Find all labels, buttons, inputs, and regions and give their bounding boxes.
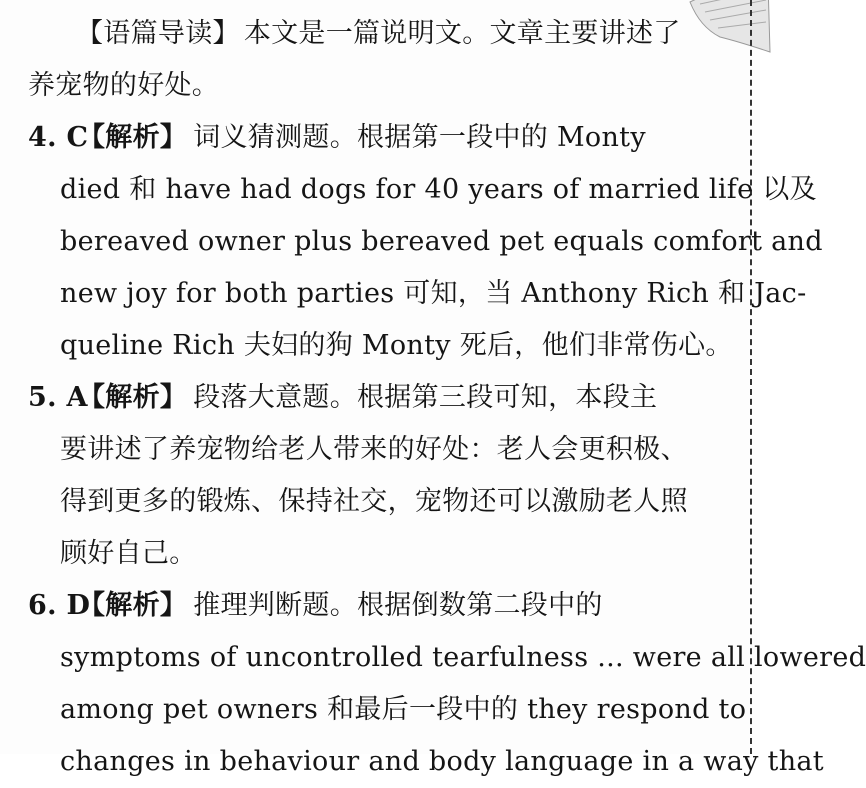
item-6-text-4: changes in behaviour and body language in a way that [60, 746, 824, 777]
item-4-line-2 [28, 164, 817, 216]
intro-text-2: 养宠物的好处。 [28, 70, 220, 101]
item-6-text-3: among pet owners 和最后一段中的 they respond to [60, 694, 747, 725]
item-5-text-1: 段落大意题。根据第三段可知，本段主 [193, 382, 658, 413]
intro-text-1: 本文是一篇说明文。文章主要讲述了 [243, 18, 681, 49]
item-6-line-4 [28, 736, 824, 788]
item-4-text-1: 词义猜测题。根据第一段中的 Monty [193, 122, 646, 153]
item-6-text-1: 推理判断题。根据倒数第二段中的 [193, 590, 603, 621]
intro-tag: 【语篇导读】 [76, 18, 240, 49]
item-4-tag: 【解析】 [78, 122, 188, 153]
item-5-line-2 [28, 424, 728, 476]
intro-line-2 [28, 60, 728, 112]
item-6-line-1 [28, 580, 728, 632]
item-4-text-2: died 和 have had dogs for 40 years of married life 以及 [60, 174, 817, 205]
item-4-line-3 [28, 216, 823, 268]
item-6-tag: 【解析】 [78, 590, 188, 621]
item-4-number: 4. C [28, 122, 89, 153]
item-4-line-5 [28, 320, 733, 372]
item-4-text-5: queline Rich 夫妇的狗 Monty 死后，他们非常伤心。 [60, 330, 733, 361]
item-5-tag: 【解析】 [78, 382, 188, 413]
item-5-line-3 [28, 476, 728, 528]
item-6-line-2 [28, 632, 866, 684]
item-5-number: 5. A [28, 382, 88, 413]
item-4-line-4 [28, 268, 807, 320]
item-4-text-3: bereaved owner plus bereaved pet equals comfort and [60, 226, 823, 257]
item-5-text-2: 要讲述了养宠物给老人带来的好处：老人会更积极、 [60, 434, 688, 465]
item-6-text-2: symptoms of uncontrolled tearfulness ... were all lowered [60, 642, 866, 673]
item-5-text-4: 顾好自己。 [60, 538, 197, 569]
item-5-text-3: 得到更多的锻炼、保持社交，宠物还可以激励老人照 [60, 486, 688, 517]
item-4-text-4: new joy for both parties 可知，当 Anthony Rich 和 Jac- [60, 278, 807, 309]
item-5-line-1 [28, 372, 728, 424]
answer-key-text [28, 8, 866, 788]
intro-line-1 [28, 8, 728, 60]
item-6-number: 6. D [28, 590, 91, 621]
item-6-line-3 [28, 684, 747, 736]
item-5-line-4 [28, 528, 728, 580]
item-4-line-1 [28, 112, 728, 164]
